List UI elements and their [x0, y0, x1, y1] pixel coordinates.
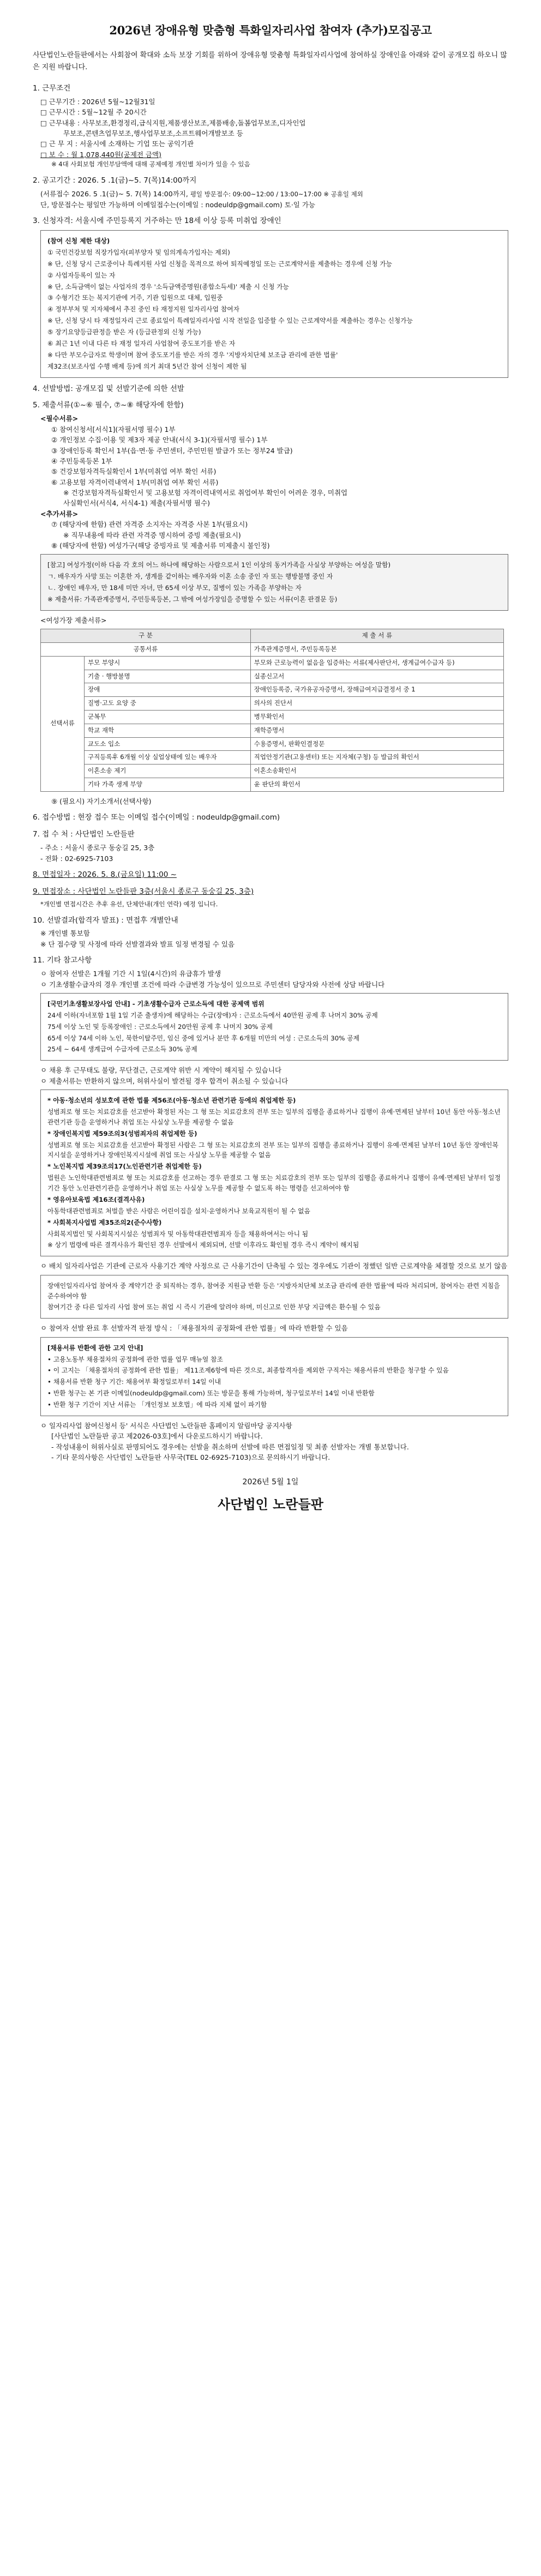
section-heading: 2. 공고기간 : 2026. 5 .1(금)~5. 7(목)14:00까지 [33, 176, 197, 185]
note-line: - 기타 문의사항은 사단법인 노란들판 사무국(TEL 02-6925-7103)으로 문의하시기 바랍니다. [51, 1453, 330, 1461]
table-cell: 교도소 입소 [85, 737, 251, 751]
table-row [41, 737, 504, 751]
condition-line: □ 보 수 : 월 1,078,440원(공제전 금액) [40, 150, 161, 159]
table-header-row [41, 629, 504, 643]
phone-line: - 전화 : 02-6925-7103 [40, 854, 113, 863]
table-row [41, 724, 504, 737]
restriction-line: ⑥ 최근 1년 이내 다른 타 재정 일자리 사업참여 중도포기를 받은 자 [47, 339, 236, 347]
section-selection-method: 4. 선발방법: 공개모집 및 선발기준에 의한 선발 [33, 384, 184, 393]
table-cell: 병무확인서 [250, 711, 503, 724]
condition-line: 무보조,콘텐츠업무보조,행사업무보조,소프트웨어개발보조 등 [63, 129, 243, 138]
section-notice-period [33, 175, 508, 210]
required-doc: ④ 주민등록등본 1부 [51, 456, 112, 465]
female-head-notice-box [40, 554, 508, 611]
document-return-box [40, 1337, 508, 1416]
section-eligibility [33, 215, 508, 377]
table-row [41, 656, 504, 670]
table-cell: 이혼소송확인서 [250, 765, 503, 778]
law-text: ※ 상기 법령에 따른 결격사유가 확인된 경우 선발에서 제외되며, 선발 이후라도 확인될 경우 즉시 계약이 해지됨 [47, 1241, 359, 1249]
result-note: ※ 개인별 통보함 [40, 929, 90, 938]
box-line: 참여기간 중 다른 일자리 사업 참여 또는 취업 시 즉시 기관에 알려야 하며, 미신고로 인한 부당 지급액은 환수될 수 있음 [47, 1303, 381, 1311]
box-line: 65세 이상 74세 이하 노인, 북한이탈주민, 임신 중에 있거나 분만 후 6개월 미만의 여성 : 근로소득의 30% 공제 [47, 1034, 360, 1042]
box-line: 24세 이하(자녀포함 1월 1일 기준 출생자)에 해당하는 수급(장애)자 : 근로소득에서 40만원 공제 후 나머지 30% 공제 [47, 1011, 378, 1019]
required-note: ※ 건강보험자격득실확인서 및 고용보험 자격이력내역서로 취업여부 확인이 어려운 경우, 미취업 [63, 489, 348, 497]
table-row [41, 751, 504, 765]
law-text: 법원은 노인학대관련범죄로 형 또는 치료감호를 선고하는 경우 판결로 그 형 또는 치료감호의 전부 또는 일부의 집행을 종료하거나 집행이 유예·면제된 날부터 일정기간 동안 노인관련기관을 운영하거나 취업 또는 사실상 노무를 제공할 수 없도록 하는 명령을 선고하여야 함 [47, 1174, 501, 1192]
note-line: ㅇ 제출서류는 반환하지 않으며, 허위사실이 발견될 경우 합격이 취소될 수 있습니다 [40, 1076, 288, 1085]
box-title: [채용서류 반환에 관한 고지 안내] [47, 1344, 143, 1352]
law-text: 성범죄로 형 또는 치료감호를 선고받아 확정된 자는 그 형 또는 치료감호의 전부 또는 일부의 집행을 종료하거나 집행이 유예·면제된 날부터 10년 동안 아동·청소년 관련기관 등을 운영하거나 취업 또는 사실상 노무를 제공할 수 없음 [47, 1108, 501, 1126]
note-line: [사단법인 노란들판 공고 제2026-03호]에서 다운로드하시기 바랍니다. [51, 1432, 263, 1441]
section-other-notes [33, 955, 508, 1462]
extra-doc: ⑨ (필요시) 자기소개서(선택사항) [51, 797, 152, 805]
extra-label: <추가서류> [40, 509, 79, 518]
interview-note: *개인별 면접시간은 추후 유선, 단체안내(개인 연락) 예정 입니다. [40, 900, 218, 908]
law-title: * 장애인복지법 제59조의3(성범죄자의 취업제한 등) [47, 1129, 197, 1137]
box-line: 75세 이상 노인 및 등록장애인 : 근로소득에서 20만원 공제 후 나머지 30% 공제 [47, 1022, 273, 1031]
box-line: • 고용노동부 채용절차의 공정화에 관한 법률 업무 매뉴얼 참조 [47, 1355, 223, 1363]
table-header: 구 분 [41, 629, 251, 643]
law-title: * 아동·청소년의 성보호에 관한 법률 제56조(아동·청소년 관련기관 등에의 취업제한 등) [47, 1097, 296, 1104]
box-title: [국민기초생활보장사업 안내] - 기초생활수급자 근로소득에 대한 공제액 범위 [47, 1000, 265, 1008]
contract-notice-box [40, 1275, 508, 1319]
required-doc: ⑥ 고용보험 자격이력내역서 1부(미취업 여부 확인 서류) [51, 478, 219, 486]
note-line: - 작성내용이 허위사실로 판명되어도 경우에는 선발을 취소하며 선발에 따른 면접일정 및 최종 선발자는 개별 통보합니다. [51, 1442, 409, 1451]
address-line: - 주소 : 서울시 종로구 동숭길 25, 3층 [40, 844, 155, 852]
note-line: ㅇ 참여자 선발 완료 후 선발자격 판정 방식 : 「채용절차의 공정화에 관한 법률」에 따라 반환할 수 있음 [40, 1324, 348, 1333]
required-doc: ③ 장애인등록 확인서 1부(읍·면·동 주민센터, 주민민원 발급가 또는 정부24 발급) [51, 446, 293, 455]
section-heading: 7. 접 수 처 : 사단법인 노란들판 [33, 830, 135, 839]
table-row [41, 697, 504, 711]
period-line: (서류접수 2026. 5 .1(금)~ 5. 7(목) 14:00까지, [40, 189, 188, 198]
table-row [41, 778, 504, 792]
law-text: 성범죄로 형 또는 치료감호를 선고받아 확정된 사람은 그 형 또는 치료감호의 전부 또는 일부의 집행을 종료하거나 집행이 유예·면제된 날부터 10년 동안 장애인복지시설을 운영하거나 장애인복지시설에 취업 또는 사실상 노무를 제공할 수 없음 [47, 1141, 498, 1159]
table-cell: 재학증명서 [250, 724, 503, 737]
note-line: ㅇ 채용 후 근무태도 불량, 무단결근, 근로계약 위반 시 계약이 해지될 수 있습니다 [40, 1066, 282, 1075]
required-note: 사실확인서(서식4, 서식4-1) 제출(자필서명 필수) [63, 499, 211, 508]
restriction-line: ③ 수형기간 또는 복지기관에 거주, 기관 입원으로 대체, 입원중 [47, 294, 223, 302]
law-title: * 영유아보육법 제16조(결격사유) [47, 1195, 145, 1203]
condition-line: □ 근 무 지 : 서울시에 소재하는 기업 또는 공익기관 [40, 140, 194, 148]
result-note: ※ 단 접수량 및 사정에 따라 선발결과와 발표 일정 변경될 수 있음 [40, 940, 235, 948]
intro-paragraph: 사단법인노란들판에서는 사회참여 확대와 소득 보장 기회를 위하여 장애유형 맞춤형 특화일자리사업에 참여하실 장애인을 아래와 같이 공개모집 하오니 많은 지원 바랍니다. [33, 51, 507, 72]
box-line: • 이 고지는 「채용절차의 공정화에 관한 법률」 제11조제6항에 따른 것으로, 최종합격자를 제외한 구직자는 채용서류의 반환을 청구할 수 있음 [47, 1367, 449, 1375]
table-cell: 장애 [85, 683, 251, 697]
notice-line: ㄴ. 장애인 배우자, 만 18세 미만 자녀, 만 65세 이상 부모, 질병이 있는 가족을 부양하는 자 [47, 584, 302, 592]
organization-name: 사단법인 노란들판 [218, 1496, 323, 1513]
issue-date: 2026년 5월 1일 [242, 1478, 299, 1487]
table-cell: 공통서류 [41, 642, 251, 656]
basic-livelihood-box [40, 993, 508, 1061]
box-line: 25세 ~ 64세 생계급여 수급자에 근로소득 30% 공제 [47, 1045, 197, 1054]
required-doc: ⑤ 건강보험자격득실확인서 1부(미취업 여부 확인 서류) [51, 467, 217, 476]
restriction-line: ① 국민건강보험 직장가입자(피부양자 및 임의계속가입자는 제외) [47, 248, 230, 256]
table-row [41, 642, 504, 656]
notice-line: ㄱ. 배우자가 사망 또는 이혼한 자, 생계를 같이하는 배우자와 이혼 소송 중인 자 또는 행방불명 중인 자 [47, 573, 333, 581]
condition-line: □ 근무기간 : 2026년 5월~12월31일 [40, 97, 155, 106]
box-line: • 반환 청구 기간이 지난 서류는 「개인정보 보호법」에 따라 지체 없이 파기함 [47, 1401, 267, 1409]
restriction-line: ⑤ 장기요양등급판정을 받은 자 (등급판정외 신청 가능) [47, 328, 201, 336]
section-documents [33, 400, 508, 806]
note-line: ㅇ 배치 일자리사업은 기관에 근로자 사용기간 계약 사정으로 근 사용기간이 단축될 수 있는 경우에도 기관이 정했던 일반 근로계약을 체결할 것으로 보기 않음 [40, 1262, 508, 1271]
page-title: 2026년 장애유형 맞춤형 특화일자리사업 참여자 (추가)모집공고 [109, 23, 432, 37]
table-cell: 구직등록후 6개월 이상 실업상태에 있는 배우자 [85, 751, 251, 765]
table-cell: 학교 재학 [85, 724, 251, 737]
table-caption: <여성가장 제출서류> [40, 616, 107, 624]
section-heading: 9. 면접장소 : 사단법인 노란들판 3층(서울시 종로구 동숭길 25, 3층) [33, 887, 254, 896]
required-doc: ① 참여신청서[서식1](자필서명 필수) 1부 [51, 425, 176, 434]
table-cell: 선택서류 [41, 656, 85, 791]
law-title: * 노인복지법 제39조의17(노인관련기관 취업제한 등) [47, 1163, 202, 1171]
box-line: 장애인일자리사업 참여자 중 계약기간 중 퇴직하는 경우, 참여중 지원금 반환 등은 '지방자치단체 보조금 관리에 관한 법률'에 따라 처리되며, 참여자는 관련 지침을 준수하여야 함 [47, 1281, 500, 1300]
table-cell: 가족관계증명서, 주민등록등본 [250, 642, 503, 656]
condition-line: □ 근무내용 : 사무보조,환경정리,급식지원,제품생산보조,제품배송,돌봄업무보조,디자인업 [40, 118, 306, 127]
table-cell: 군복무 [85, 711, 251, 724]
section-interview-date: 8. 면접일자 : 2026. 5. 8.(금요일) 11:00 ~ [33, 870, 177, 879]
table-cell: 장애인등록증, 국가유공자증명서, 장해급여지급결정서 중 1 [250, 683, 503, 697]
table-cell: 수용증명서, 판확인결정문 [250, 737, 503, 751]
female-head-docs-table [40, 629, 504, 792]
section-reception [33, 829, 508, 864]
legal-restriction-box [40, 1090, 508, 1256]
restriction-line: ※ 다만 부모수급자로 학생이며 참여 중도포기를 받은 자의 경우 '지방자치단체 보조금 관리에 관한 법률' [47, 351, 338, 359]
visit-hours-note: 평일 방문접수: 09:00~12:00 / 13:00~17:00 ※ 공휴일 제외 [190, 190, 363, 198]
law-text: 아동학대관련범죄로 처벌을 받은 사람은 어린이집을 설치·운영하거나 보육교직원이 될 수 없음 [47, 1207, 310, 1215]
table-cell: 기출 · 행방불명 [85, 670, 251, 683]
section-submission-method: 6. 접수방법 : 현장 접수 또는 이메일 접수(이메일 : nodeuldp@gmail.com) [33, 813, 280, 822]
table-row [41, 683, 504, 697]
table-cell: 직업안정기관(고용센터) 또는 지자체(구청) 등 발급의 확인서 [250, 751, 503, 765]
table-cell: 실종신고서 [250, 670, 503, 683]
note-line: ㅇ 참여자 선발은 1개월 기간 시 1일(4시간)의 유급휴가 발생 [40, 970, 221, 978]
table-cell: 윤 판단의 확인서 [250, 778, 503, 792]
restriction-line: ④ 정부부처 및 지자체에서 추진 중인 타 재정지원 일자리사업 참여자 [47, 305, 240, 314]
extra-doc: ⑦ (해당자에 한함) 관련 자격증 소지자는 자격증 사본 1부(필요시) [51, 520, 248, 529]
extra-doc: ⑧ (해당자에 한함) 여성가구(해당 증빙자료 및 제출서류 미제출시 불인정) [51, 541, 270, 550]
section-result: 10. 선발결과(합격자 발표) : 면접후 개별안내 [33, 916, 178, 925]
table-cell: 부모 부양시 [85, 656, 251, 670]
required-label: <필수서류> [40, 414, 79, 423]
law-title: * 사회복지사업법 제35조의2(준수사항) [47, 1218, 162, 1226]
section-work-conditions [33, 83, 508, 170]
table-cell: 부모와 근로능력이 없음을 입증하는 서류(제사판단서, 생계급여수급자 등) [250, 656, 503, 670]
required-doc: ② 개인정보 수집·이용 및 제3자 제공 안내(서식 3-1)(자필서명 필수) 1부 [51, 436, 268, 444]
table-cell: 질병·고도 요양 중 [85, 697, 251, 711]
section-heading: 1. 근무조건 [33, 84, 71, 93]
restriction-line: 제32조(보조사업 수행 배제 등)에 의거 최대 5년간 참여 신청이 제한 됨 [47, 362, 247, 370]
section-heading: 3. 신청자격: 서울시에 주민등록지 거주하는 만 18세 이상 등록 미취업 장애인 [33, 216, 281, 226]
table-cell: 기타 가족 생계 부양 [85, 778, 251, 792]
section-heading: 5. 제출서류(①~⑥ 필수, ⑦~⑧ 해당자에 한함) [33, 401, 184, 410]
period-line: 단, 방문접수는 평일만 가능하며 이메일접수는(이메일 : nodeuldp@gmail.com) 토·일 가능 [40, 200, 315, 209]
section-interview-place [33, 886, 508, 949]
law-text: 사회복지법인 및 사회복지시설은 성범죄자 및 아동학대관련범죄자 등을 채용하여서는 아니 됨 [47, 1230, 309, 1238]
note-line: ㅇ 기초생활수급자의 경우 개인별 조건에 따라 수급변경 가능성이 있으므로 주민센터 담당자와 사전에 상담 바랍니다 [40, 980, 385, 989]
restriction-line: ② 사업자등록이 있는 자 [47, 271, 116, 279]
section-heading: 11. 기타 참고사항 [33, 956, 92, 965]
table-header: 제 출 서 류 [250, 629, 503, 643]
table-cell: 이혼소송 제기 [85, 765, 251, 778]
box-title: (참여 신청 제한 대상) [47, 237, 110, 245]
table-row [41, 765, 504, 778]
restriction-line: ※ 단, 신청 당시 근로중이나 특례지원 사업 신청을 목적으로 하여 퇴직예정일 또는 근로계약서를 제출하는 경우에 신청 가능 [47, 260, 393, 268]
condition-line: □ 근무시간 : 5월~12월 주 20시간 [40, 108, 147, 117]
restriction-box [40, 230, 508, 378]
table-row [41, 670, 504, 683]
restriction-line: ※ 단, 소득금액이 없는 사업자의 경우 '소득금액증명원(종합소득세)' 제출 시 신청 가능 [47, 282, 289, 291]
table-cell: 의사의 진단서 [250, 697, 503, 711]
box-line: • 채용서류 반환 청구 기간: 채용여부 확정일로부터 14일 이내 [47, 1378, 221, 1386]
extra-note: ※ 직무내용에 따라 관련 자격증 명시하여 증빙 제출(필요시) [63, 531, 241, 539]
notice-line: [참고] 여성가정(이하 다음 각 호의 어느 하나에 해당하는 사람으로서 1인 이상의 동거가족을 사실상 부양하는 여성을 말함) [47, 561, 391, 569]
condition-note: ※ 4대 사회보험 개인부담액에 대해 공제예정 개인별 차이가 있을 수 있음 [51, 160, 250, 168]
restriction-line: ※ 단, 신청 당시 타 재정일자리 근로 종료일이 특례일자리사업 시작 전일을 입증할 수 있는 근로계약서를 제출하는 경우는 신청가능 [47, 317, 413, 325]
notice-line: ※ 제출서류: 가족관계증명서, 주민등록등본, 그 밖에 여성가장임을 증명할 수 있는 서류(이혼 판결문 등) [47, 595, 338, 603]
table-row [41, 711, 504, 724]
box-line: • 반환 청구는 본 기관 이메일(nodeuldp@gmail.com) 또는 방문을 통해 가능하며, 청구일로부터 14일 이내 반환함 [47, 1389, 375, 1398]
note-line: ㅇ 일자리사업 참여신청서 등' 서식은 사단법인 노란들판 홈페이지 알림마당 공지사항 [40, 1421, 292, 1430]
